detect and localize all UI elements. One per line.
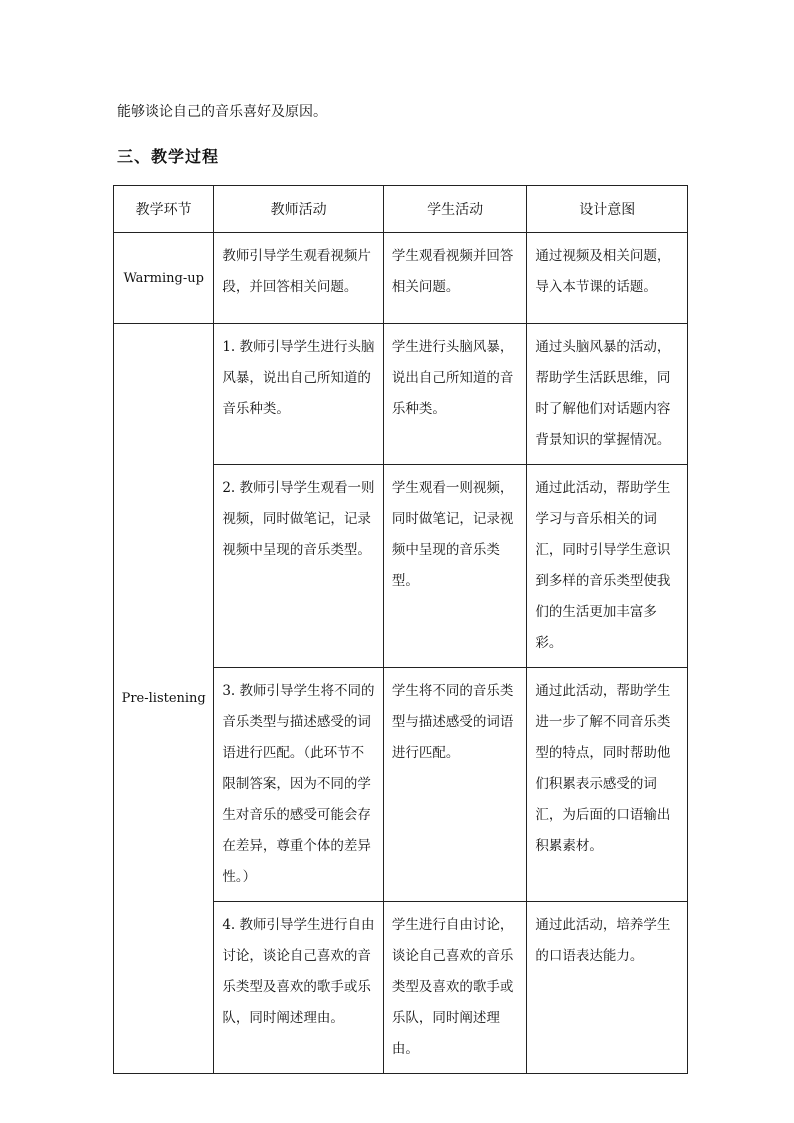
design-intent-cell: 通过头脑风暴的活动，帮助学生活跃思维，同时了解他们对话题内容背景知识的掌握情况。 xyxy=(527,324,688,465)
section-heading: 三、教学过程 xyxy=(117,147,220,166)
design-intent-cell: 通过此活动，帮助学生进一步了解不同音乐类型的特点，同时帮助他们积累表示感受的词汇，为后面的口语输出积累素材。 xyxy=(527,668,688,902)
table-row xyxy=(114,233,688,324)
teaching-process-table xyxy=(113,185,688,1074)
header-teacher-activity: 教师活动 xyxy=(214,186,384,233)
intro-text: 能够谈论自己的音乐喜好及原因。 xyxy=(117,104,327,120)
header-design-intent: 设计意图 xyxy=(527,186,688,233)
student-activity-cell: 学生观看视频并回答相关问题。 xyxy=(383,233,527,324)
stage-warming-up: Warming-up xyxy=(114,233,214,324)
step-number: 1. xyxy=(222,339,236,355)
teacher-activity-cell xyxy=(214,324,384,465)
header-stage: 教学环节 xyxy=(114,186,214,233)
table-header-row xyxy=(114,186,688,233)
table-row xyxy=(114,324,688,465)
stage-pre-listening: Pre-listening xyxy=(114,324,214,1074)
student-activity-cell: 学生进行自由讨论，谈论自己喜欢的音乐类型及喜欢的歌手或乐队，同时阐述理由。 xyxy=(383,902,527,1074)
step-number: 2. xyxy=(222,480,236,496)
teacher-activity-text: 教师引导学生将不同的音乐类型与描述感受的词语进行匹配。（此环节不限制答案，因为不同的学生对音乐的感受可能会存在差异，尊重个体的差异性。） xyxy=(222,683,375,885)
teacher-activity-text: 教师引导学生进行头脑风暴，说出自己所知道的音乐种类。 xyxy=(222,339,375,417)
student-activity-cell: 学生进行头脑风暴，说出自己所知道的音乐种类。 xyxy=(383,324,527,465)
step-number: 4. xyxy=(222,917,236,933)
design-intent-cell: 通过此活动，培养学生的口语表达能力。 xyxy=(527,902,688,1074)
step-number: 3. xyxy=(222,683,236,699)
teacher-activity-cell: 教师引导学生观看视频片段，并回答相关问题。 xyxy=(214,233,384,324)
design-intent-cell: 通过此活动，帮助学生学习与音乐相关的词汇，同时引导学生意识到多样的音乐类型使我们的生活更加丰富多彩。 xyxy=(527,465,688,668)
teacher-activity-text: 教师引导学生进行自由讨论，谈论自己喜欢的音乐类型及喜欢的歌手或乐队，同时阐述理由。 xyxy=(222,917,375,1026)
teacher-activity-text: 教师引导学生观看一则视频，同时做笔记，记录视频中呈现的音乐类型。 xyxy=(222,480,375,558)
student-activity-cell: 学生观看一则视频，同时做笔记，记录视频中呈现的音乐类型。 xyxy=(383,465,527,668)
student-activity-cell: 学生将不同的音乐类型与描述感受的词语进行匹配。 xyxy=(383,668,527,902)
header-student-activity: 学生活动 xyxy=(383,186,527,233)
design-intent-cell: 通过视频及相关问题，导入本节课的话题。 xyxy=(527,233,688,324)
teacher-activity-cell xyxy=(214,668,384,902)
teacher-activity-cell xyxy=(214,902,384,1074)
teacher-activity-cell xyxy=(214,465,384,668)
